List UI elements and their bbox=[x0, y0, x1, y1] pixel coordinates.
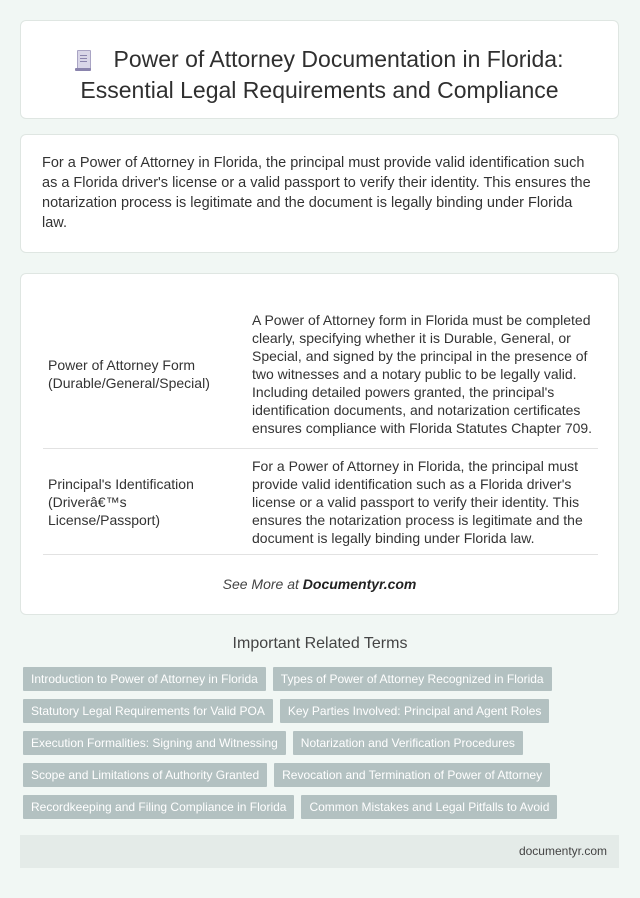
related-term-tag[interactable]: Execution Formalities: Signing and Witnessing bbox=[23, 731, 286, 755]
footer bbox=[20, 835, 619, 868]
title-line-2: Essential Legal Requirements and Compliance bbox=[80, 77, 559, 103]
see-more-link[interactable] bbox=[21, 576, 618, 592]
title-line-1: Power of Attorney Documentation in Florida: bbox=[113, 46, 564, 72]
row-key: Principal's Identification (Driverâ€™s License/Passport) bbox=[43, 449, 247, 555]
details-table bbox=[43, 300, 598, 555]
header-card bbox=[20, 20, 619, 119]
tag-row bbox=[23, 731, 623, 763]
row-key: Power of Attorney Form (Durable/General/Special) bbox=[43, 300, 247, 449]
see-more-site[interactable]: Documentyr.com bbox=[302, 576, 417, 592]
related-terms-list bbox=[23, 667, 623, 827]
details-card bbox=[20, 273, 619, 615]
related-term-tag[interactable]: Introduction to Power of Attorney in Florida bbox=[23, 667, 266, 691]
table-row bbox=[43, 449, 598, 555]
related-term-tag[interactable]: Common Mistakes and Legal Pitfalls to Avoid bbox=[301, 795, 557, 819]
related-term-tag[interactable]: Recordkeeping and Filing Compliance in Florida bbox=[23, 795, 294, 819]
page-title bbox=[21, 44, 618, 106]
see-more-prefix: See More at bbox=[222, 576, 303, 592]
tag-row bbox=[23, 667, 623, 699]
summary-text: For a Power of Attorney in Florida, the principal must provide valid identification such as a Florida driver's license or a valid passport to verify their identity. This ensures the notarization process is legitimate and the document is legally binding under Florida law. bbox=[42, 155, 591, 231]
summary-card bbox=[20, 134, 619, 253]
related-term-tag[interactable]: Scope and Limitations of Authority Granted bbox=[23, 763, 267, 787]
tag-row bbox=[23, 763, 623, 795]
related-term-tag[interactable]: Notarization and Verification Procedures bbox=[293, 731, 523, 755]
row-value: For a Power of Attorney in Florida, the principal must provide valid identification such as a Florida driver's license or a valid passport to verify their identity. This ensures the notarization process is legitimate and the document is legally binding under Florida law. bbox=[247, 449, 598, 555]
document-icon bbox=[75, 50, 91, 70]
footer-site-link[interactable]: documentyr.com bbox=[518, 844, 607, 858]
tag-row bbox=[23, 699, 623, 731]
related-term-tag[interactable]: Revocation and Termination of Power of Attorney bbox=[274, 763, 550, 787]
related-term-tag[interactable]: Types of Power of Attorney Recognized in Florida bbox=[273, 667, 552, 691]
related-term-tag[interactable]: Key Parties Involved: Principal and Agent Roles bbox=[280, 699, 549, 723]
related-terms-heading: Important Related Terms bbox=[232, 635, 408, 652]
row-value: A Power of Attorney form in Florida must be completed clearly, specifying whether it is Durable, General, or Special, and signed by the principal in the presence of two witnesses and a notary public to be legally valid. Including detailed powers granted, the principal's identification documents, and notarization certificates ensures compliance with Florida Statutes Chapter 709. bbox=[247, 300, 598, 449]
table-row bbox=[43, 300, 598, 449]
related-term-tag[interactable]: Statutory Legal Requirements for Valid POA bbox=[23, 699, 273, 723]
tag-row bbox=[23, 795, 623, 827]
